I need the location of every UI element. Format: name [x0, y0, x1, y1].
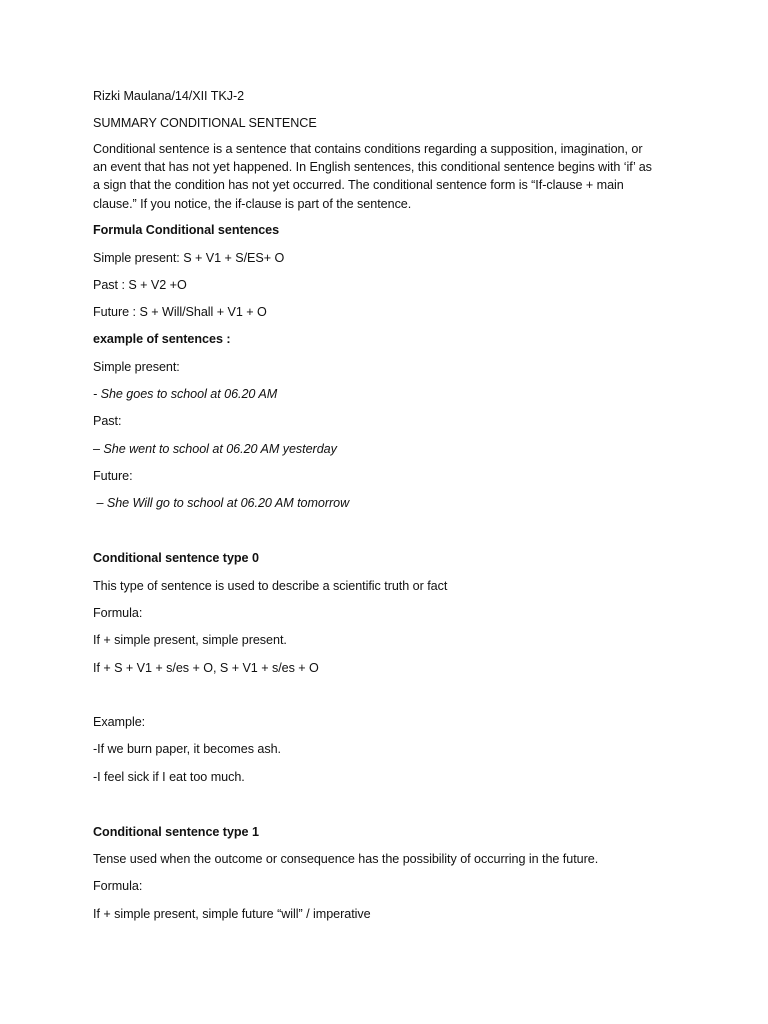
example-simple-present-label: Simple present:: [93, 360, 180, 374]
example-simple-present-text: - She goes to school at 06.20 AM: [93, 387, 278, 401]
type1-formula-label: Formula:: [93, 879, 143, 893]
author-line: Rizki Maulana/14/XII TKJ-2: [93, 89, 245, 103]
document-title: SUMMARY CONDITIONAL SENTENCE: [93, 116, 317, 130]
type0-example-label: Example:: [93, 715, 146, 729]
formula-simple-present: Simple present: S + V1 + S/ES+ O: [93, 251, 285, 265]
intro-line: a sign that the condition has not yet occurred. The conditional sentence form is “If-clause + main: [93, 178, 624, 193]
example-past-label: Past:: [93, 414, 122, 428]
type0-example: -I feel sick if I eat too much.: [93, 770, 245, 784]
type0-formula-line: If + S + V1 + s/es + O, S + V1 + s/es + O: [93, 661, 319, 675]
examples-heading: example of sentences :: [93, 332, 231, 346]
type0-example: -If we burn paper, it becomes ash.: [93, 742, 282, 756]
type1-formula-line: If + simple present, simple future “will” / imperative: [93, 907, 371, 921]
example-future-text: – She Will go to school at 06.20 AM tomorrow: [93, 496, 350, 510]
type0-formula-line: If + simple present, simple present.: [93, 633, 287, 647]
type1-heading: Conditional sentence type 1: [93, 825, 259, 839]
example-future-label: Future:: [93, 469, 133, 483]
example-past-text: – She went to school at 06.20 AM yesterday: [93, 442, 337, 456]
intro-line: clause.” If you notice, the if-clause is part of the sentence.: [93, 196, 412, 211]
formula-future: Future : S + Will/Shall + V1 + O: [93, 305, 267, 319]
type0-formula-label: Formula:: [93, 606, 143, 620]
type0-description: This type of sentence is used to describe a scientific truth or fact: [93, 579, 448, 593]
intro-line: an event that has not yet happened. In English sentences, this conditional sentence begins with ‘if’ as: [93, 160, 652, 175]
intro-line: Conditional sentence is a sentence that contains conditions regarding a supposition, imagination, or: [93, 142, 643, 156]
intro-paragraph: [93, 140, 693, 213]
formula-past: Past : S + V2 +O: [93, 278, 187, 292]
formula-heading: Formula Conditional sentences: [93, 223, 280, 237]
type0-heading: Conditional sentence type 0: [93, 551, 259, 565]
type1-description: Tense used when the outcome or consequence has the possibility of occurring in the future.: [93, 852, 599, 866]
